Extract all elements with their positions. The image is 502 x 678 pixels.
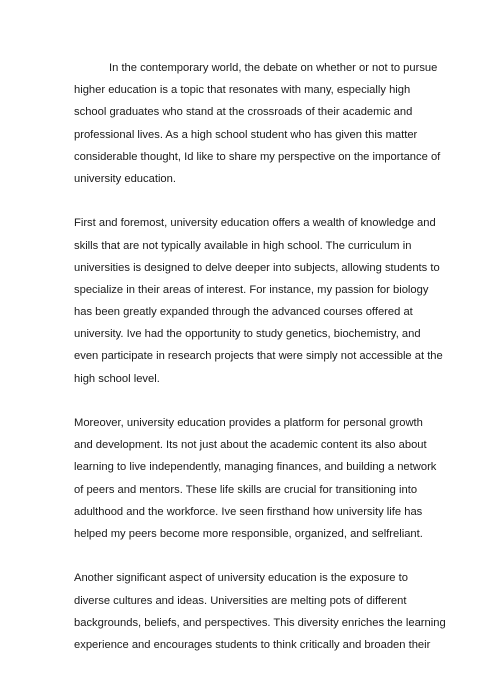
text-line: helped my peers become more responsible, organized, and selfreliant. [74, 527, 423, 540]
text-line: specialize in their areas of interest. For instance, my passion for biology [74, 283, 429, 296]
paragraph-knowledge [74, 212, 443, 390]
text-line: Moreover, university education provides a platform for personal growth [74, 417, 423, 429]
text-line: university. Ive had the opportunity to study genetics, biochemistry, and [74, 328, 421, 341]
paragraph-diversity [74, 567, 446, 656]
text-line: even participate in research projects that were simply not accessible at the [74, 350, 443, 363]
text-line: higher education is a topic that resonates with many, especially high [74, 84, 411, 97]
text-line: learning to live independently, managing finances, and building a network [74, 461, 437, 474]
text-line: and development. Its not just about the academic content its also about [74, 439, 427, 452]
text-line: adulthood and the workforce. Ive seen firsthand how university life has [74, 505, 423, 518]
text-line: universities is designed to delve deeper into subjects, allowing students to [74, 261, 440, 274]
text-line: university education. [74, 172, 176, 185]
text-line: First and foremost, university education offers a wealth of knowledge and [74, 217, 436, 230]
text-line: considerable thought, Id like to share my perspective on the importance of [74, 150, 441, 163]
text-line: Another significant aspect of university education is the exposure to [74, 572, 408, 585]
text-line: school graduates who stand at the crossroads of their academic and [74, 106, 413, 119]
text-line: professional lives. As a high school student who has given this matter [74, 128, 418, 141]
text-line: backgrounds, beliefs, and perspectives. This diversity enriches the learning [74, 616, 446, 629]
paragraph-intro [74, 57, 441, 190]
essay-body [74, 57, 446, 678]
text-line: diverse cultures and ideas. Universities are melting pots of different [74, 594, 407, 607]
text-line: In the contemporary world, the debate on whether or not to pursue [109, 62, 438, 74]
paragraph-growth [74, 412, 437, 545]
text-line: high school level. [74, 372, 160, 385]
text-line: skills that are not typically available in high school. The curriculum in [74, 239, 412, 252]
text-line: experience and encourages students to think critically and broaden their [74, 638, 431, 651]
text-line: of peers and mentors. These life skills are crucial for transitioning into [74, 483, 418, 496]
text-line: has been greatly expanded through the advanced courses offered at [74, 306, 413, 319]
